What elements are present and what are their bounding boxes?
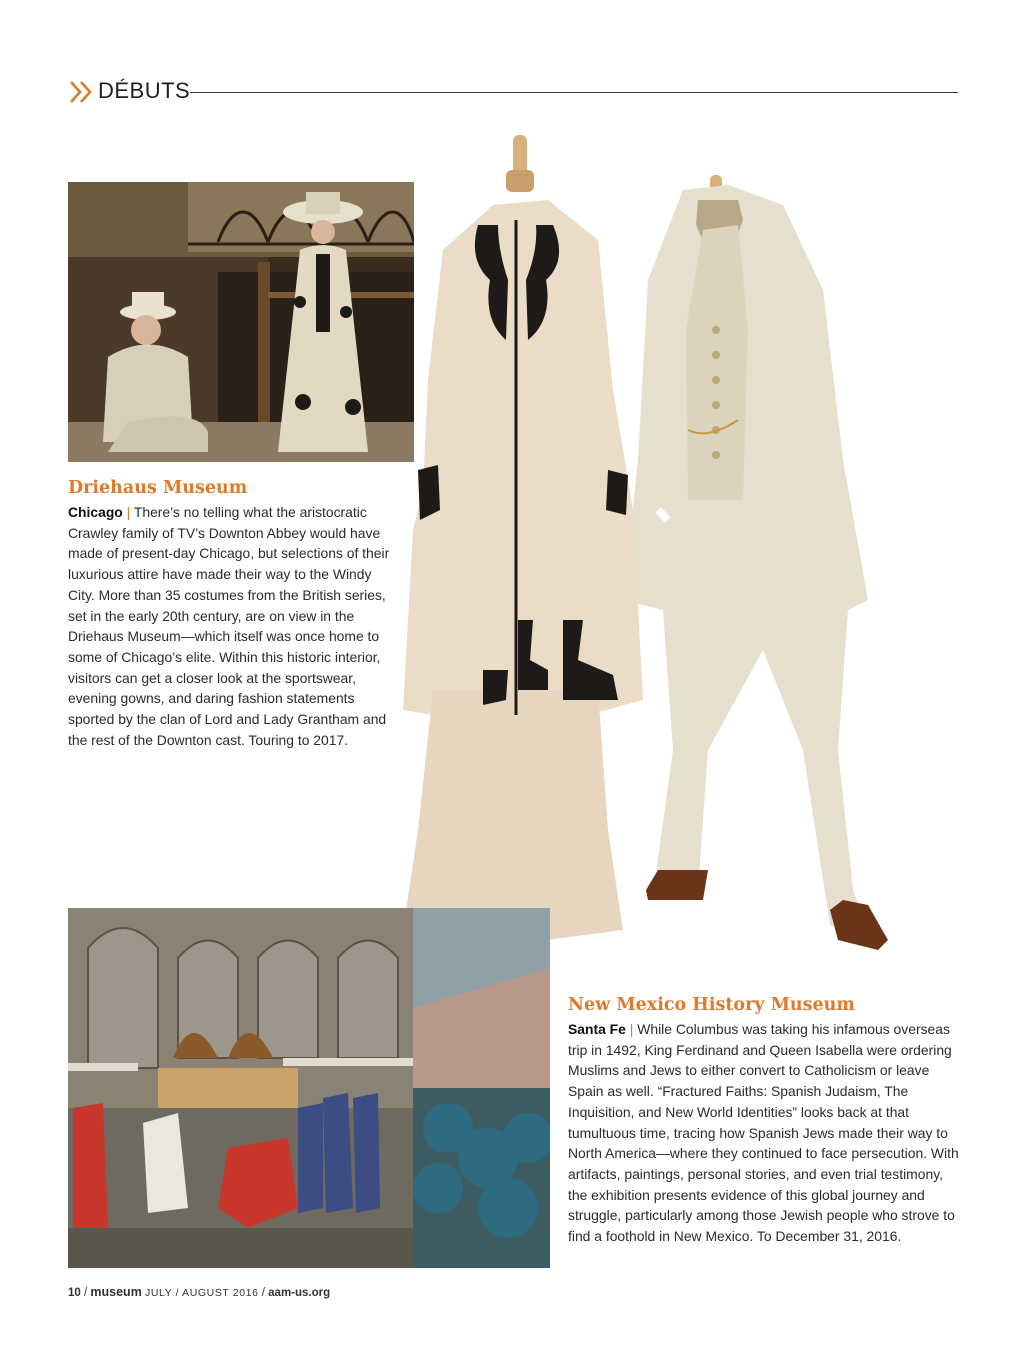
footer-separator: / bbox=[261, 1287, 265, 1299]
location-separator: | bbox=[629, 1021, 634, 1037]
article-body bbox=[568, 1019, 960, 1247]
article-driehaus bbox=[68, 478, 398, 750]
article-location: Santa Fe bbox=[568, 1021, 626, 1037]
location-separator: | bbox=[126, 504, 131, 520]
section-title: DÉBUTS bbox=[98, 78, 191, 103]
article-title: Driehaus Museum bbox=[68, 478, 248, 498]
fractured-faiths-painting bbox=[68, 908, 550, 1268]
website-link[interactable]: aam-us.org bbox=[268, 1287, 331, 1299]
downton-abbey-photo bbox=[68, 182, 414, 462]
article-new-mexico bbox=[568, 995, 960, 1247]
page-footer bbox=[68, 1285, 330, 1299]
page-number: 10 bbox=[68, 1287, 81, 1299]
magazine-name: museum bbox=[90, 1285, 142, 1299]
issue-date: JULY / AUGUST 2016 bbox=[145, 1287, 259, 1299]
costume-display-photo bbox=[398, 130, 898, 960]
section-header bbox=[68, 76, 958, 108]
article-text: While Columbus was taking his infamous overseas trip in 1492, King Ferdinand and Queen Isabella were ordering Muslims and Jews to either convert to Catholicism or leave Spain as well. “Fractured Faiths: Spanish Judaism, The Inquisition, and New World Identities” looks back at that tumultuous time, tracing how Spanish Jews made their way to North America—where they continued to face persecution. With artifacts, paintings, personal stories, and even trial testimony, the exhibition presents evidence of this global journey and struggle, particularly among those Jewish people who strove to find a foothold in New Mexico. To December 31, 2016. bbox=[568, 1021, 959, 1245]
header-rule bbox=[190, 92, 958, 93]
article-body bbox=[68, 502, 398, 750]
double-chevron-icon bbox=[68, 78, 96, 106]
article-title: New Mexico History Museum bbox=[568, 995, 855, 1015]
article-location: Chicago bbox=[68, 504, 123, 520]
footer-separator: / bbox=[84, 1287, 88, 1299]
article-text: There’s no telling what the aristocratic Crawley family of TV’s Downton Abbey would have made of present-day Chicago, but selections of their luxurious attire have made their way to the Windy City. More than 35 costumes from the British series, set in the early 20th century, are on view in the Driehaus Museum—which itself was once home to some of Chicago’s elite. Within this historic interior, visitors can get a closer look at the sportswear, evening gowns, and daring fashion statements sported by the clan of Lord and Lady Grantham and the rest of the Downton cast. Touring to 2017. bbox=[68, 504, 390, 748]
